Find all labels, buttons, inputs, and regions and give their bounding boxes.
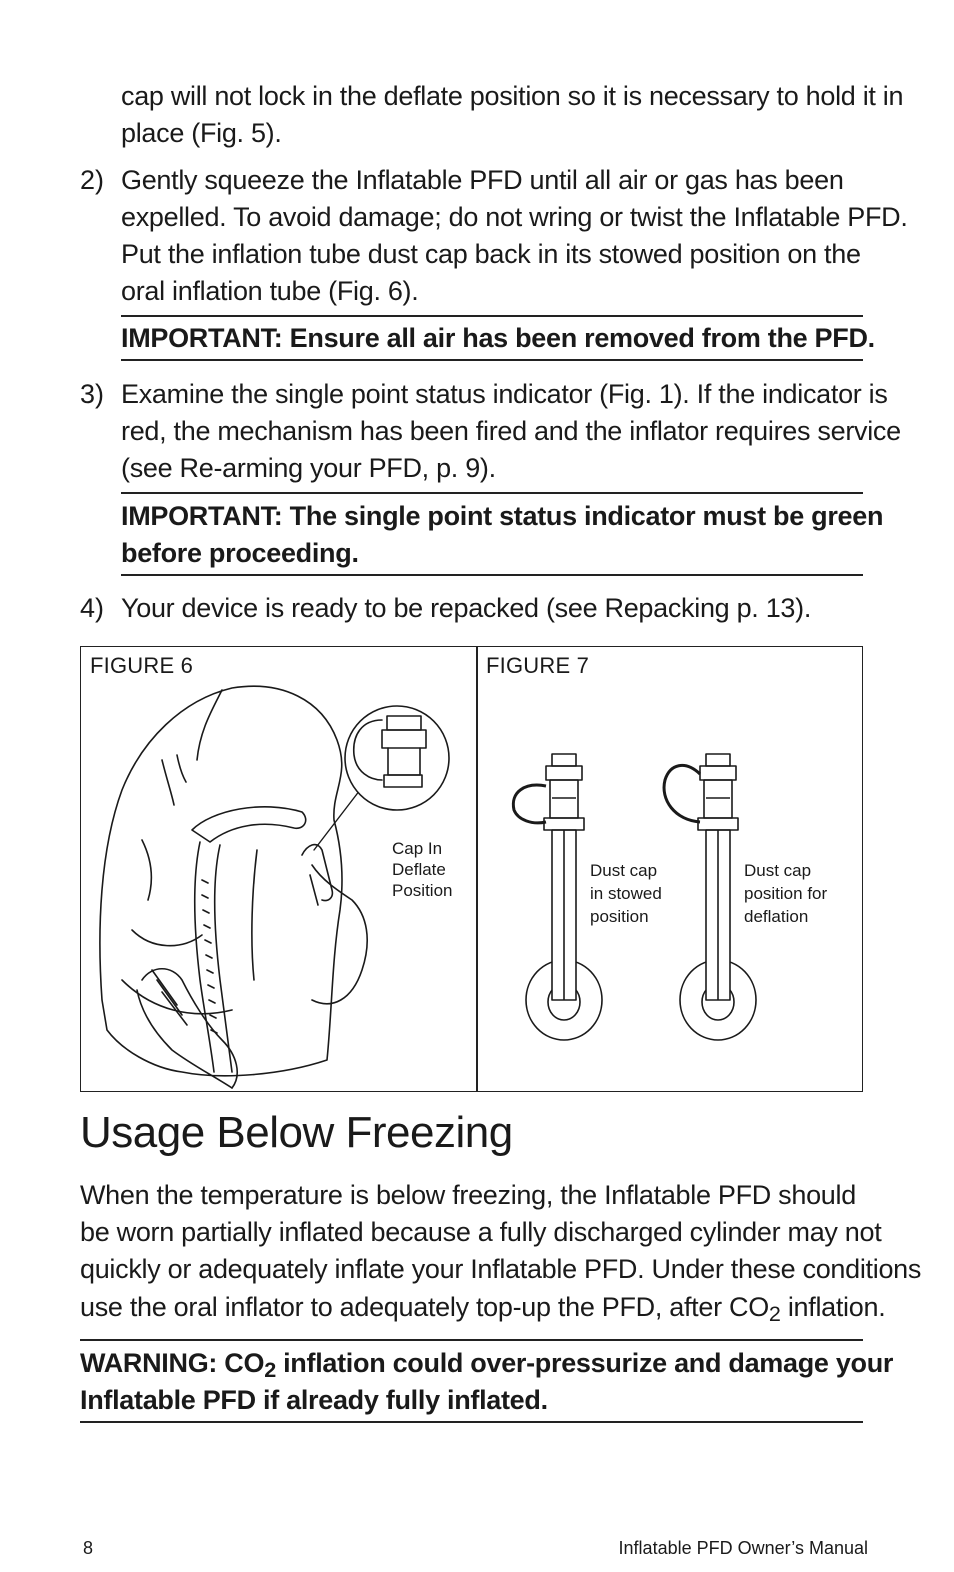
section-heading: Usage Below Freezing [80, 1108, 513, 1157]
divider [121, 315, 863, 317]
warning-line-1 [80, 1345, 893, 1383]
figure-7-left-caption-line-2: in stowed [590, 884, 662, 903]
intro-line-2: place (Fig. 5). [121, 118, 282, 148]
section-paragraph-line-2: be worn partially inflated because a fully discharged cylinder may not [80, 1217, 882, 1247]
text-segment: use the oral inflator to adequately top-up the PFD, after CO [80, 1292, 769, 1322]
step-2-line-4: oral inflation tube (Fig. 6). [121, 276, 419, 306]
figure-6-callout-line-3: Position [392, 881, 453, 900]
figure-6-label: FIGURE 6 [90, 653, 194, 678]
divider [80, 1421, 863, 1423]
figure-7-right-caption-line-2: position for [744, 884, 828, 903]
step-2-line-2: expelled. To avoid damage; do not wring or twist the Inflatable PFD. [121, 202, 908, 232]
section-paragraph-line-1: When the temperature is below freezing, the Inflatable PFD should [80, 1180, 856, 1210]
text-segment: inflation could over-pressurize and damage your [275, 1348, 894, 1378]
intro-line-1: cap will not lock in the deflate position so it is necessary to hold it in [121, 81, 904, 111]
important-note-2-line-2: before proceeding. [121, 538, 359, 568]
step-3-line-1: Examine the single point status indicator (Fig. 1). If the indicator is [121, 379, 888, 409]
important-note-2-line-1: IMPORTANT: The single point status indicator must be green [121, 501, 884, 531]
figure-6-callout-line-2: Deflate [392, 860, 446, 879]
figure-7-right-caption-line-3: deflation [744, 907, 809, 926]
step-4-number: 4) [80, 593, 105, 623]
subscript-2: 2 [264, 1357, 276, 1383]
important-note-1: IMPORTANT: Ensure all air has been removed from the PFD. [121, 323, 875, 353]
divider [121, 574, 863, 576]
step-2-number: 2) [80, 165, 105, 195]
section-paragraph-line-3: quickly or adequately inflate your Inflatable PFD. Under these conditions [80, 1254, 922, 1284]
divider [121, 359, 863, 361]
step-3-line-2: red, the mechanism has been fired and the inflator requires service [121, 416, 901, 446]
figure-7-left-caption-line-1: Dust cap [590, 861, 658, 880]
warning-line-2: Inflatable PFD if already fully inflated. [80, 1385, 548, 1415]
section-paragraph-line-4 [80, 1289, 885, 1327]
step-3-line-3: (see Re-arming your PFD, p. 9). [121, 453, 496, 483]
manual-title: Inflatable PFD Owner’s Manual [618, 1538, 868, 1558]
figure-7-right-caption-line-1: Dust cap [744, 861, 812, 880]
page-number: 8 [83, 1538, 94, 1558]
step-4-text: Your device is ready to be repacked (see Repacking p. 13). [121, 593, 812, 623]
step-2-line-1: Gently squeeze the Inflatable PFD until all air or gas has been [121, 165, 844, 195]
text-segment: WARNING: CO [80, 1348, 265, 1378]
figure-7-left-caption-line-3: position [590, 907, 649, 926]
text-segment: inflation. [780, 1292, 886, 1322]
figure-6-callout-line-1: Cap In [392, 839, 443, 858]
step-2-line-3: Put the inflation tube dust cap back in its stowed position on the [121, 239, 861, 269]
figure-7-label: FIGURE 7 [486, 653, 590, 678]
divider [121, 492, 863, 494]
divider [80, 1339, 863, 1341]
step-3-number: 3) [80, 379, 105, 409]
subscript-2: 2 [768, 1301, 781, 1327]
